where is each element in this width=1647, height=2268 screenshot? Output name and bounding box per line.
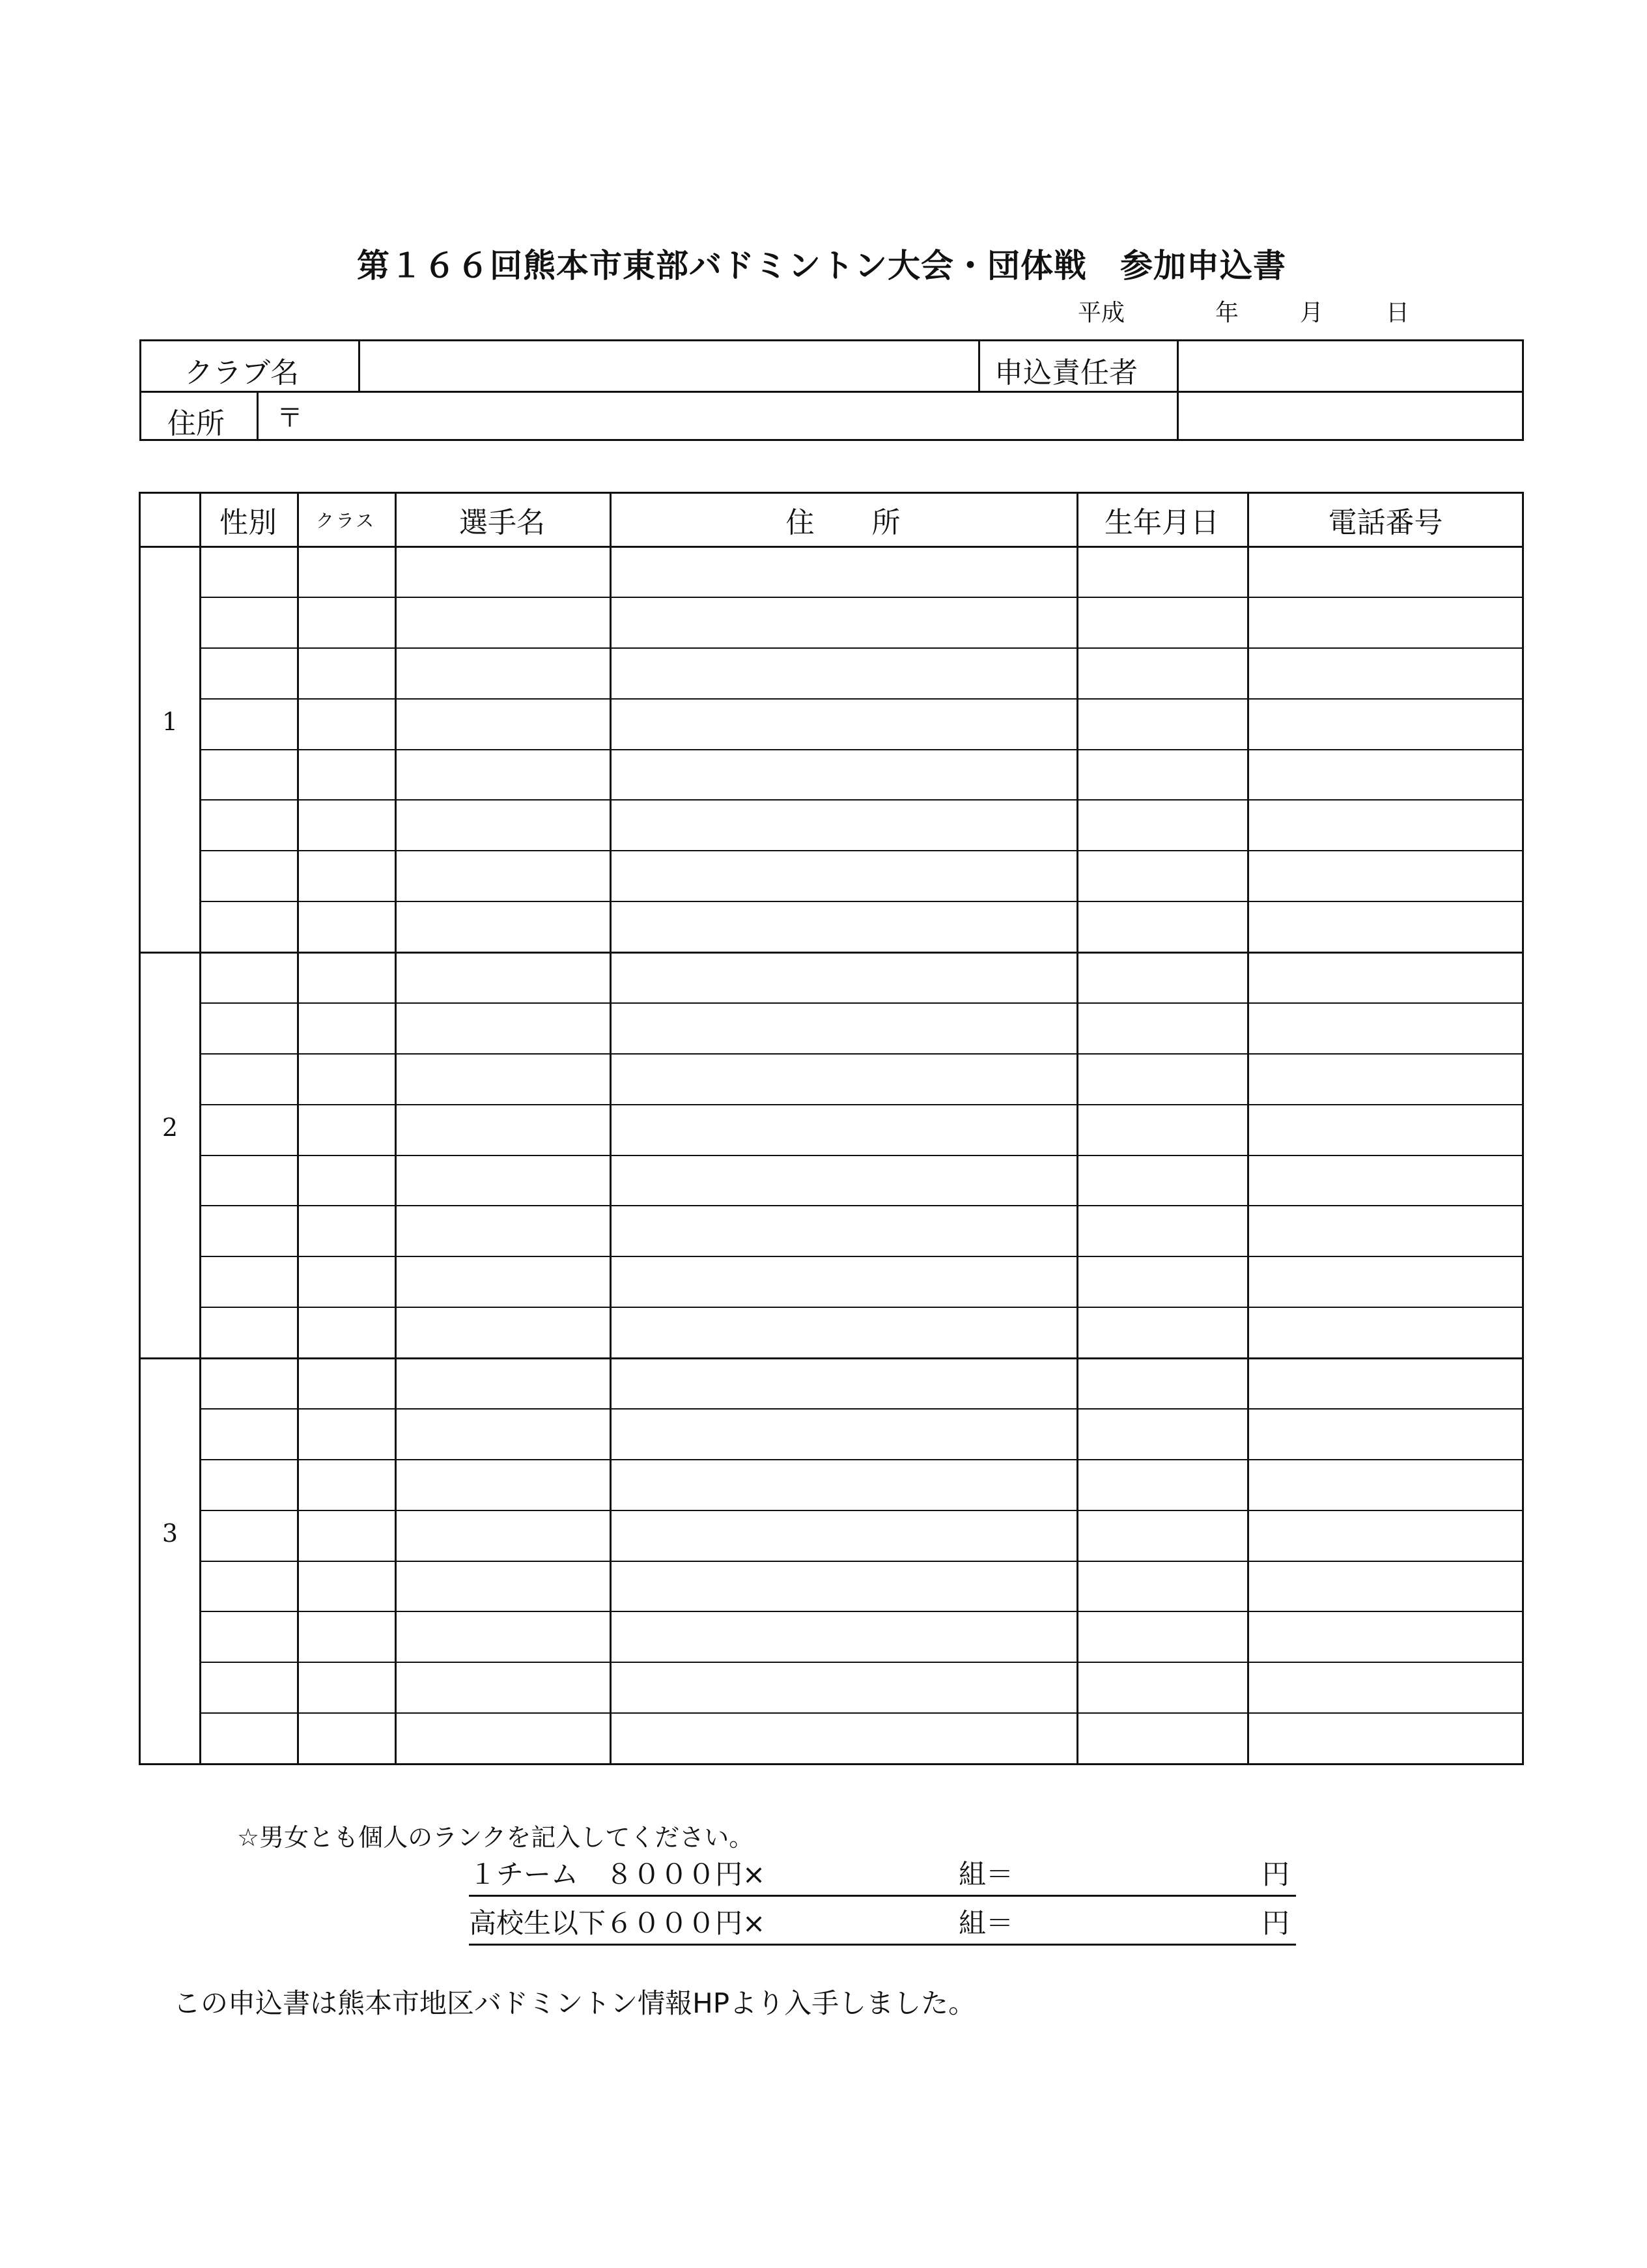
entry-cell[interactable] (1249, 548, 1522, 596)
fee-team-label: １チーム ８０００円× (469, 1858, 766, 1890)
column-header-player-name: 選手名 (459, 506, 545, 539)
entry-cell[interactable] (299, 954, 395, 1002)
entry-cell[interactable] (201, 1664, 297, 1712)
entry-cell[interactable] (1249, 1512, 1522, 1560)
entry-cell[interactable] (1078, 1563, 1247, 1611)
entry-cell[interactable] (201, 1563, 297, 1611)
row-divider (199, 647, 1522, 649)
entry-cell[interactable] (299, 1664, 395, 1712)
entry-cell[interactable] (299, 1309, 395, 1357)
entry-cell[interactable] (1078, 1664, 1247, 1712)
entry-cell[interactable] (1249, 852, 1522, 900)
row-divider (199, 1104, 1522, 1105)
entry-cell[interactable] (612, 1055, 1077, 1103)
entry-cell[interactable] (201, 903, 297, 951)
entry-cell[interactable] (397, 852, 610, 900)
entry-cell[interactable] (1078, 649, 1247, 698)
fee-highschool-label: 高校生以下６０００円× (469, 1907, 766, 1939)
team-number-3: 3 (162, 1519, 178, 1548)
entry-cell[interactable] (299, 1410, 395, 1458)
entry-cell[interactable] (1078, 1258, 1247, 1306)
fee-line-highschool (469, 1907, 1296, 1946)
row-divider (199, 1459, 1522, 1460)
entry-cell[interactable] (1078, 1157, 1247, 1205)
entry-cell[interactable] (299, 1613, 395, 1661)
entry-cell[interactable] (612, 801, 1077, 849)
column-header-class: クラス (315, 510, 376, 532)
club-name-field[interactable] (360, 341, 978, 391)
entry-cell[interactable] (1249, 1563, 1522, 1611)
entry-cell[interactable] (1078, 903, 1247, 951)
row-divider (199, 749, 1522, 750)
entry-cell[interactable] (397, 1106, 610, 1154)
entry-cell[interactable] (201, 1106, 297, 1154)
fee-highschool-currency: 円 (1262, 1907, 1290, 1939)
entry-cell[interactable] (201, 1359, 297, 1408)
entry-cell[interactable] (1078, 1461, 1247, 1509)
entry-cell[interactable] (201, 1461, 297, 1509)
entry-cell[interactable] (612, 1461, 1077, 1509)
entry-cell[interactable] (1249, 1055, 1522, 1103)
postal-mark: 〒 (277, 403, 303, 433)
entry-cell[interactable] (1249, 1207, 1522, 1255)
entry-cell[interactable] (1078, 852, 1247, 900)
entry-cell[interactable] (1078, 1512, 1247, 1560)
entry-cell[interactable] (612, 1613, 1077, 1661)
entry-cell[interactable] (397, 751, 610, 799)
entry-cell[interactable] (299, 1055, 395, 1103)
date-day-field[interactable]: 日 (1386, 300, 1410, 326)
entry-cell[interactable] (397, 1410, 610, 1458)
entry-cell[interactable] (1249, 1106, 1522, 1154)
entry-cell[interactable] (201, 751, 297, 799)
entry-cell[interactable] (397, 903, 610, 951)
entry-cell[interactable] (1249, 1258, 1522, 1306)
entry-cell[interactable] (299, 1563, 395, 1611)
entry-cell[interactable] (1078, 1207, 1247, 1255)
entry-cell[interactable] (1078, 1359, 1247, 1408)
entry-cell[interactable] (1078, 1613, 1247, 1661)
entry-cell[interactable] (1249, 599, 1522, 647)
entry-cell[interactable] (397, 1512, 610, 1560)
entry-cell[interactable] (299, 1714, 395, 1763)
entry-cell[interactable] (612, 1309, 1077, 1357)
column-header-phone: 電話番号 (1328, 506, 1443, 539)
entry-cell[interactable] (299, 852, 395, 900)
row-divider (199, 1053, 1522, 1055)
entry-cell[interactable] (1078, 548, 1247, 596)
entry-cell[interactable] (612, 1258, 1077, 1306)
entry-cell[interactable] (612, 700, 1077, 748)
entry-cell[interactable] (299, 1157, 395, 1205)
entry-cell[interactable] (299, 1207, 395, 1255)
fee-line-team (469, 1858, 1296, 1897)
row-divider (199, 698, 1522, 700)
entry-cell[interactable] (1249, 1309, 1522, 1357)
entry-cell[interactable] (1078, 751, 1247, 799)
entry-cell[interactable] (1249, 1613, 1522, 1661)
entry-cell[interactable] (612, 1410, 1077, 1458)
row-divider (199, 1205, 1522, 1206)
entry-cell[interactable] (1249, 1461, 1522, 1509)
entry-cell[interactable] (299, 903, 395, 951)
entry-cell[interactable] (397, 700, 610, 748)
entry-cell[interactable] (1078, 954, 1247, 1002)
column-header-address: 住 所 (785, 506, 901, 539)
entry-cell[interactable] (1249, 1004, 1522, 1053)
entry-cell[interactable] (299, 801, 395, 849)
entry-cell[interactable] (397, 548, 610, 596)
entry-cell[interactable] (612, 954, 1077, 1002)
entry-cell[interactable] (1249, 700, 1522, 748)
club-info-table (139, 339, 1524, 441)
team-number-1: 1 (162, 707, 178, 736)
entry-cell[interactable] (397, 1055, 610, 1103)
form-title: 第１６６回熊本市東部バドミントン大会・団体戦 参加申込書 (357, 247, 1286, 285)
entry-cell[interactable] (299, 649, 395, 698)
entry-cell[interactable] (299, 599, 395, 647)
entry-cell[interactable] (612, 1714, 1077, 1763)
entry-cell[interactable] (1078, 700, 1247, 748)
entry-cell[interactable] (397, 1258, 610, 1306)
entry-cell[interactable] (1249, 1410, 1522, 1458)
row-divider (199, 850, 1522, 851)
entry-cell[interactable] (612, 1664, 1077, 1712)
entry-cell[interactable] (201, 954, 297, 1002)
entry-cell[interactable] (397, 1714, 610, 1763)
entry-cell[interactable] (1249, 1714, 1522, 1763)
entry-cell[interactable] (612, 599, 1077, 647)
rank-note: ☆男女とも個人のランクを記入してください。 (237, 1823, 754, 1852)
date-era: 平成 (1078, 300, 1125, 326)
entry-cell[interactable] (299, 1106, 395, 1154)
entry-cell[interactable] (201, 1004, 297, 1053)
entry-cell[interactable] (299, 700, 395, 748)
entry-cell[interactable] (1078, 1004, 1247, 1053)
fee-highschool-unit[interactable]: 組＝ (959, 1907, 1014, 1939)
row-divider (199, 1307, 1522, 1308)
fee-team-currency: 円 (1262, 1858, 1290, 1890)
entry-cell[interactable] (397, 954, 610, 1002)
entry-cell[interactable] (397, 1613, 610, 1661)
entry-cell[interactable] (201, 649, 297, 698)
entry-cell[interactable] (201, 1157, 297, 1205)
row-divider (199, 1408, 1522, 1410)
entry-cell[interactable] (201, 548, 297, 596)
entry-cell[interactable] (612, 1563, 1077, 1611)
entry-cell[interactable] (612, 1359, 1077, 1408)
row-divider (199, 1155, 1522, 1156)
entry-cell[interactable] (201, 1613, 297, 1661)
entry-cell[interactable] (201, 1714, 297, 1763)
entry-cell[interactable] (201, 1207, 297, 1255)
entry-cell[interactable] (612, 1157, 1077, 1205)
entry-cell[interactable] (397, 649, 610, 698)
column-header-birthdate: 生年月日 (1105, 506, 1219, 539)
entry-cell[interactable] (299, 751, 395, 799)
entry-cell[interactable] (612, 903, 1077, 951)
row-divider (199, 1002, 1522, 1004)
entry-cell[interactable] (1249, 903, 1522, 951)
entry-cell[interactable] (397, 1207, 610, 1255)
entry-cell[interactable] (1249, 751, 1522, 799)
entry-cell[interactable] (1078, 801, 1247, 849)
address-extra-field[interactable] (1179, 393, 1524, 441)
date-month-field[interactable]: 月 (1300, 300, 1324, 326)
address-label: 住所 (167, 407, 225, 440)
entry-cell[interactable] (612, 1207, 1077, 1255)
entry-cell[interactable] (1249, 1157, 1522, 1205)
entry-cell[interactable] (1249, 801, 1522, 849)
entry-cell[interactable] (1078, 1410, 1247, 1458)
entry-cell[interactable] (201, 1410, 297, 1458)
entry-cell[interactable] (1078, 1309, 1247, 1357)
row-divider (199, 1611, 1522, 1612)
row-divider (199, 1256, 1522, 1257)
entry-cell[interactable] (397, 1309, 610, 1357)
entry-cell[interactable] (1078, 1106, 1247, 1154)
entry-cell[interactable] (397, 1157, 610, 1205)
row-divider (199, 597, 1522, 598)
player-entry-table (139, 492, 1524, 1765)
team-number-2: 2 (162, 1113, 178, 1142)
row-divider (199, 1510, 1522, 1511)
entry-cell[interactable] (397, 1563, 610, 1611)
entry-cell[interactable] (299, 548, 395, 596)
entry-cell[interactable] (397, 1664, 610, 1712)
entry-cell[interactable] (1249, 1359, 1522, 1408)
entry-cell[interactable] (201, 801, 297, 849)
entry-cell[interactable] (201, 1512, 297, 1560)
entry-cell[interactable] (612, 1106, 1077, 1154)
entry-cell[interactable] (1249, 954, 1522, 1002)
responsible-person-label: 申込責任者 (994, 356, 1138, 390)
row-divider (199, 901, 1522, 902)
club-name-label: クラブ名 (184, 356, 299, 390)
fee-team-unit[interactable]: 組＝ (959, 1858, 1014, 1890)
entry-cell[interactable] (299, 1258, 395, 1306)
entry-cell[interactable] (201, 1258, 297, 1306)
source-footer: この申込書は熊本市地区バドミントン情報HPより入手しました。 (173, 1987, 976, 2019)
entry-cell[interactable] (1249, 649, 1522, 698)
column-header-gender: 性別 (219, 506, 277, 539)
entry-cell[interactable] (397, 801, 610, 849)
entry-cell[interactable] (201, 599, 297, 647)
responsible-person-field[interactable] (1179, 341, 1524, 391)
entry-cell[interactable] (299, 1359, 395, 1408)
entry-cell[interactable] (1249, 1664, 1522, 1712)
entry-cell[interactable] (201, 1309, 297, 1357)
entry-cell[interactable] (612, 852, 1077, 900)
row-divider (199, 1561, 1522, 1562)
entry-cell[interactable] (299, 1004, 395, 1053)
address-field[interactable] (311, 393, 1177, 441)
entry-cell[interactable] (1078, 1055, 1247, 1103)
entry-cell[interactable] (201, 700, 297, 748)
entry-cell[interactable] (397, 1461, 610, 1509)
row-divider (199, 1662, 1522, 1663)
entry-cell[interactable] (612, 548, 1077, 596)
entry-cell[interactable] (397, 599, 610, 647)
entry-cell[interactable] (299, 1461, 395, 1509)
entry-cell[interactable] (299, 1512, 395, 1560)
row-divider (199, 799, 1522, 801)
entry-cell[interactable] (612, 751, 1077, 799)
date-year-field[interactable]: 年 (1215, 300, 1239, 326)
entry-cell[interactable] (201, 1055, 297, 1103)
row-divider (199, 1712, 1522, 1714)
entry-cell[interactable] (397, 1359, 610, 1408)
entry-cell[interactable] (612, 1512, 1077, 1560)
entry-cell[interactable] (612, 1004, 1077, 1053)
entry-cell[interactable] (1078, 1714, 1247, 1763)
entry-cell[interactable] (201, 852, 297, 900)
entry-cell[interactable] (397, 1004, 610, 1053)
entry-cell[interactable] (1078, 599, 1247, 647)
entry-cell[interactable] (612, 649, 1077, 698)
